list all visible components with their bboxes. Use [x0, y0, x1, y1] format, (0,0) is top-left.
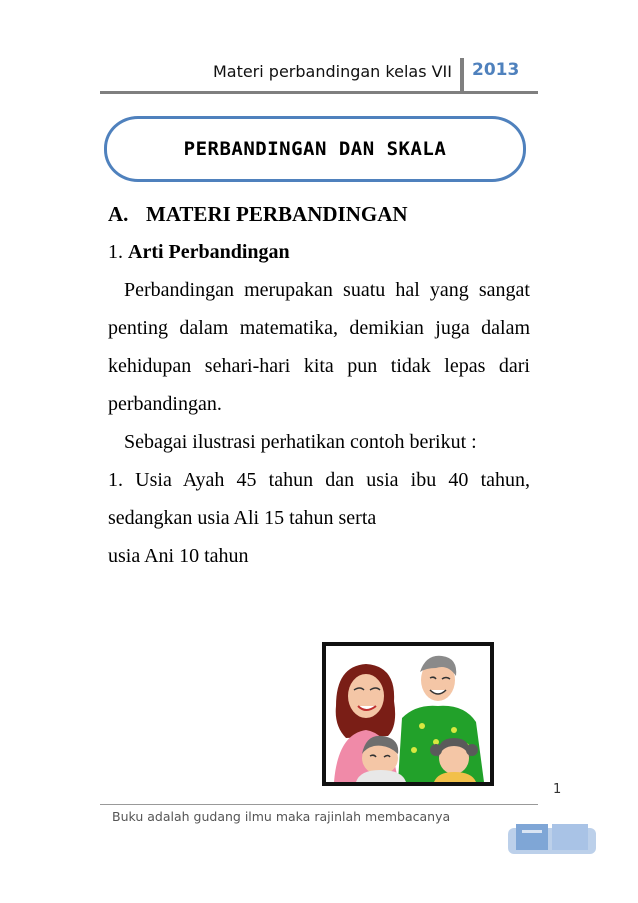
chapter-title: PERBANDINGAN DAN SKALA [183, 138, 447, 160]
header-rule [100, 91, 538, 94]
paragraph-illustration-intro: Sebagai ilustrasi perhatikan contoh berikut : [124, 431, 477, 453]
main-content [108, 195, 530, 575]
footer-decoration-icon [508, 818, 596, 858]
header-year: 2013 [472, 60, 520, 80]
chapter-title-box [104, 116, 526, 182]
subsection-title: Arti Perbandingan [128, 241, 290, 263]
section-title: MATERI PERBANDINGAN [146, 202, 408, 226]
section-number: A. [108, 202, 129, 226]
footer-rule [100, 804, 538, 805]
header-title: Materi perbandingan kelas VII [212, 62, 452, 81]
family-illustration-icon [326, 646, 490, 782]
subsection-number: 1. [108, 241, 123, 263]
section-heading [108, 195, 530, 233]
header-divider [460, 58, 464, 92]
subsection-heading [108, 233, 530, 271]
example-item: 1. Usia Ayah 45 tahun dan usia ibu 40 tahun, sedangkan usia Ali 15 tahun serta [108, 469, 530, 529]
page-number: 1 [553, 782, 562, 797]
page-header [100, 58, 538, 92]
footer-text: Buku adalah gudang ilmu maka rajinlah membacanya [112, 809, 451, 824]
example-item-continued: usia Ani 10 tahun [108, 545, 249, 567]
family-illustration [322, 642, 494, 786]
paragraph-definition: Perbandingan merupakan suatu hal yang sangat penting dalam matematika, demikian juga dalam kehidupan sehari-hari kita pun tidak lepas dari perbandingan. [108, 279, 530, 415]
